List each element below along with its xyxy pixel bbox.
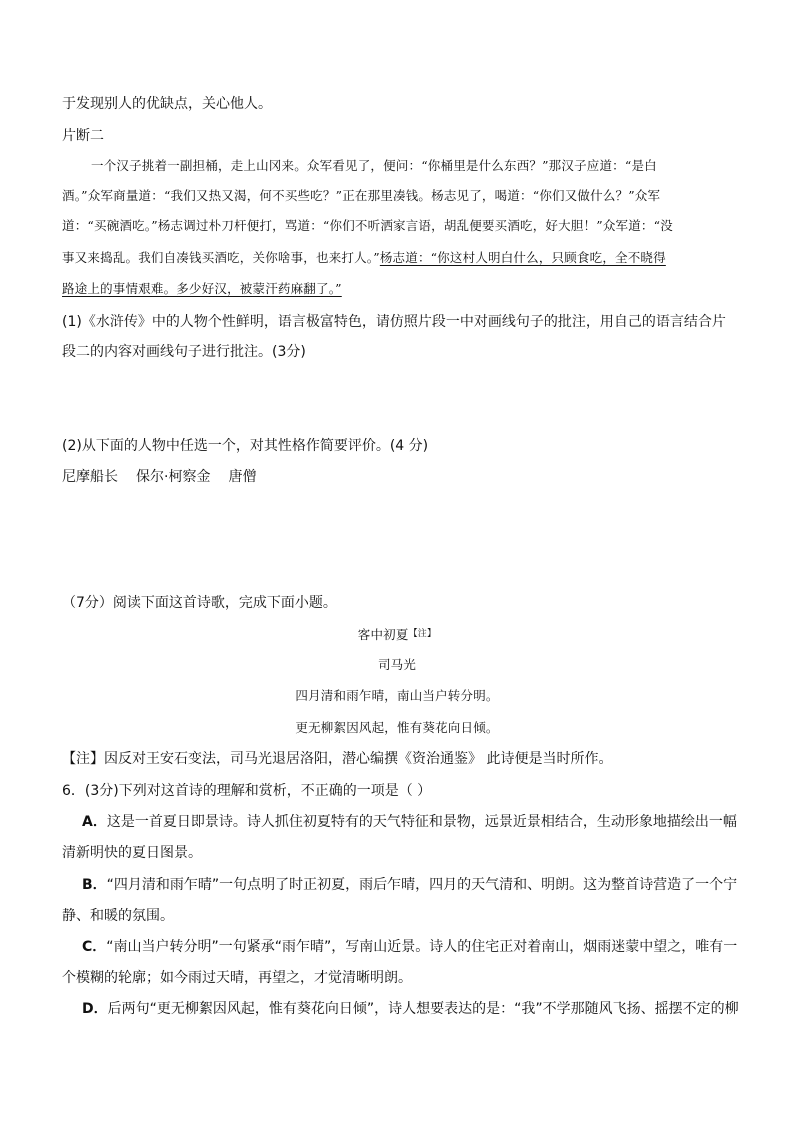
question-2-choices [62, 467, 256, 487]
choice-pavel: 保尔·柯察金 [136, 469, 211, 485]
option-b-letter: B． [82, 877, 107, 893]
poem-note-text: 因反对王安石变法，司马光退居洛阳，潜心编撰《资治通鉴》 此诗便是当时所作。 [104, 751, 613, 767]
option-b-line-2: 静、和暖的氛围。 [62, 908, 174, 924]
option-a-letter: A． [82, 814, 107, 830]
question-1-line-2: 段二的内容对画线句子进行批注。(3分) [62, 344, 306, 360]
option-a-line-2: 清新明快的夏日图景。 [62, 845, 202, 861]
fragment2-line-4 [62, 248, 666, 268]
fragment2-title: 片断二 [62, 128, 104, 144]
fragment2-line-5 [62, 279, 342, 299]
fragment2-line-3: 道：“买碗酒吃。”杨志调过朴刀杆便打，骂道：“你们不听洒家言语，胡乱便要买酒吃，好大胆！”众军道：“没 [62, 218, 673, 233]
poem-note-mark: 【注】 [408, 629, 437, 639]
option-d-text: 后两句“更无柳絮因风起，惟有葵花向日倾”，诗人想要表达的是：“我”不学那随风飞扬、摇摆不定的柳 [107, 1001, 739, 1017]
underlined-sentence-part-1: 杨志道：“你这村人明白什么，只顾食吃，全不晓得 [379, 250, 666, 265]
choice-tangseng: 唐僧 [228, 469, 257, 485]
option-a-text: 这是一首夏日即景诗。诗人抓住初夏特有的天气特征和景物，远景近景相结合，生动形象地描绘出一幅 [106, 814, 737, 830]
fragment2-line-4-plain: 事又来捣乱。我们自凑钱买酒吃，关你啥事，也来打人。” [62, 250, 380, 265]
poem-line-1: 四月清和雨乍晴，南山当户转分明。 [295, 688, 499, 703]
option-c-line-2: 个模糊的轮廓；如今雨过天晴，再望之，才觉清晰明朗。 [62, 970, 412, 986]
poem-note [62, 749, 612, 769]
intro-tail-text: 于发现别人的优缺点，关心他人。 [62, 96, 272, 112]
option-c-line-1 [82, 937, 737, 957]
poem-note-label: 【注】 [62, 751, 104, 767]
option-a-line-1 [82, 812, 737, 832]
poem-title-text: 客中初夏 [357, 627, 409, 642]
question-2-line-1: (2)从下面的人物中任选一个，对其性格作简要评价。(4 分) [62, 438, 429, 454]
poem-author: 司马光 [377, 657, 417, 672]
poem-title [0, 624, 794, 645]
poem-line-2: 更无柳絮因风起，惟有葵花向日倾。 [295, 720, 499, 735]
fragment2-line-2: 酒。”众军商量道：“我们又热又渴，何不买些吃？”正在那里凑钱。杨志见了，喝道：“你们又做什么？”众军 [62, 188, 661, 203]
option-c-letter: C． [82, 939, 107, 955]
underlined-sentence-part-2: 路途上的事情艰难。多少好汉，被蒙汗药麻翻了。” [62, 281, 342, 296]
option-d-line-1 [82, 999, 739, 1019]
question-1-line-1: (1)《水浒传》中的人物个性鲜明，语言极富特色，请仿照片段一中对画线句子的批注，用自己的语言结合片 [62, 314, 726, 330]
choice-nemo: 尼摩船长 [62, 469, 118, 485]
fragment2-line-1: 一个汉子挑着一副担桶，走上山冈来。众军看见了，便问：“你桶里是什么东西？”那汉子应道：“是白 [91, 158, 657, 173]
poem-section-intro: （7分）阅读下面这首诗歌，完成下面小题。 [62, 595, 337, 611]
option-c-text: “南山当户转分明”一句紧承“雨乍晴”，写南山近景。诗人的住宅正对着南山，烟雨迷蒙中望之，唯有一 [106, 939, 738, 955]
option-b-line-1 [82, 875, 737, 895]
option-b-text: “四月清和雨乍晴”一句点明了时正初夏，雨后乍晴，四月的天气清和、明朗。这为整首诗营造了一个宁 [106, 877, 738, 893]
option-d-letter: D． [82, 1001, 108, 1017]
question-6-stem: 6．(3分)下列对这首诗的理解和赏析，不正确的一项是（ ） [62, 783, 432, 799]
